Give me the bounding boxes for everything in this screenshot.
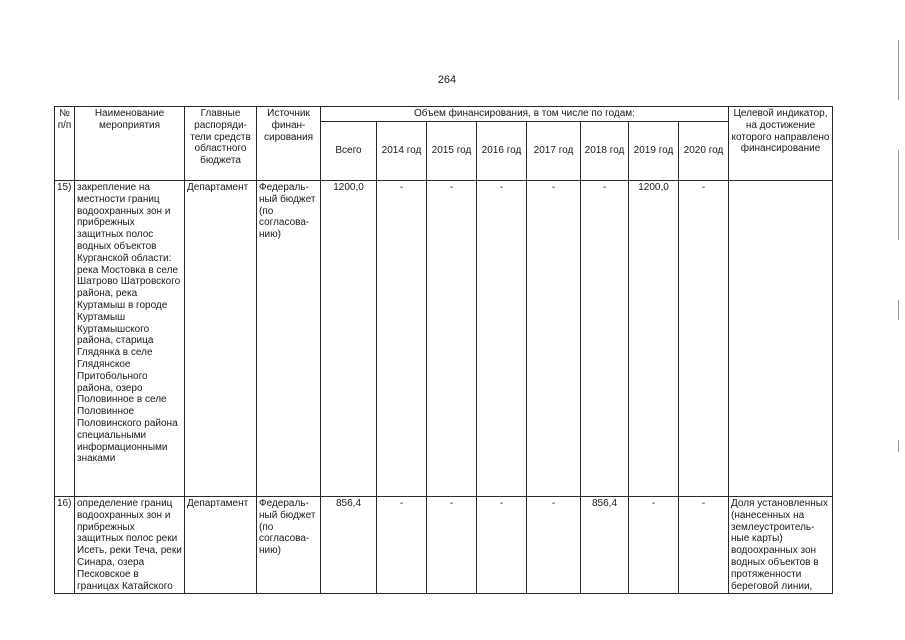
row-indicator — [729, 181, 833, 497]
header-row-1 — [55, 107, 833, 122]
row-year-2016: - — [477, 181, 527, 497]
table-row — [55, 181, 833, 497]
row-name: определение границ водоохранных зон и прибрежных защитных полос реки Исеть, реки Теча, реки Синара, озера Песковское в границах Катайского — [75, 497, 185, 594]
scan-edge-mark — [898, 40, 899, 100]
row-year-2018: - — [581, 181, 629, 497]
row-manager: Департамент — [185, 181, 257, 497]
row-year-2017: - — [527, 497, 581, 594]
row-source: Федераль-ный бюджет (по согласова-нию) — [257, 497, 321, 594]
header-year-2014: 2014 год — [377, 122, 427, 181]
funding-table — [54, 106, 833, 594]
row-name: закрепление на местности границ водоохранных зон и прибрежных защитных полос водных объектов Курганской области: река Мостовка в селе Шатрово Шатровского района, река Куртамыш в городе Куртамыш Куртамышского района, старица Глядянка в селе Глядянское Притобольного района, озеро Половинное в селе Половинное Половинского района специальными информационными знаками — [75, 181, 185, 497]
row-num: 15) — [55, 181, 75, 497]
header-year-2017: 2017 год — [527, 122, 581, 181]
table-row — [55, 497, 833, 594]
row-year-2020: - — [679, 497, 729, 594]
header-num: № п/п — [55, 107, 75, 181]
row-year-2015: - — [427, 497, 477, 594]
scan-edge-mark — [898, 150, 899, 240]
scan-edge-mark — [898, 300, 899, 320]
header-year-2020: 2020 год — [679, 122, 729, 181]
row-year-2018: 856,4 — [581, 497, 629, 594]
header-year-2018: 2018 год — [581, 122, 629, 181]
row-year-2015: - — [427, 181, 477, 497]
row-year-2017: - — [527, 181, 581, 497]
header-funding-group: Объем финансирования, в том числе по годам: — [321, 107, 729, 122]
page-number: 264 — [437, 74, 457, 86]
row-year-2014: - — [377, 497, 427, 594]
header-name: Наименование мероприятия — [75, 107, 185, 181]
row-indicator: Доля установленных (нанесенных на землеустроитель-ные карты) водоохранных зон водных объектов в протяженности береговой линии, — [729, 497, 833, 594]
row-source: Федераль-ный бюджет (по согласова-нию) — [257, 181, 321, 497]
header-year-2016: 2016 год — [477, 122, 527, 181]
row-total: 1200,0 — [321, 181, 377, 497]
header-total: Всего — [321, 122, 377, 181]
header-managers: Главные распоряди-тели средств областного бюджета — [185, 107, 257, 181]
scan-edge-mark — [898, 440, 899, 452]
header-indicator: Целевой индикатор, на достижение которого направлено финансирование — [729, 107, 833, 181]
header-year-2019: 2019 год — [629, 122, 679, 181]
row-num: 16) — [55, 497, 75, 594]
row-manager: Департамент — [185, 497, 257, 594]
row-year-2014: - — [377, 181, 427, 497]
header-year-2015: 2015 год — [427, 122, 477, 181]
row-year-2019: 1200,0 — [629, 181, 679, 497]
row-total: 856,4 — [321, 497, 377, 594]
row-year-2020: - — [679, 181, 729, 497]
header-source: Источник финан-сирования — [257, 107, 321, 181]
row-year-2016: - — [477, 497, 527, 594]
row-year-2019: - — [629, 497, 679, 594]
